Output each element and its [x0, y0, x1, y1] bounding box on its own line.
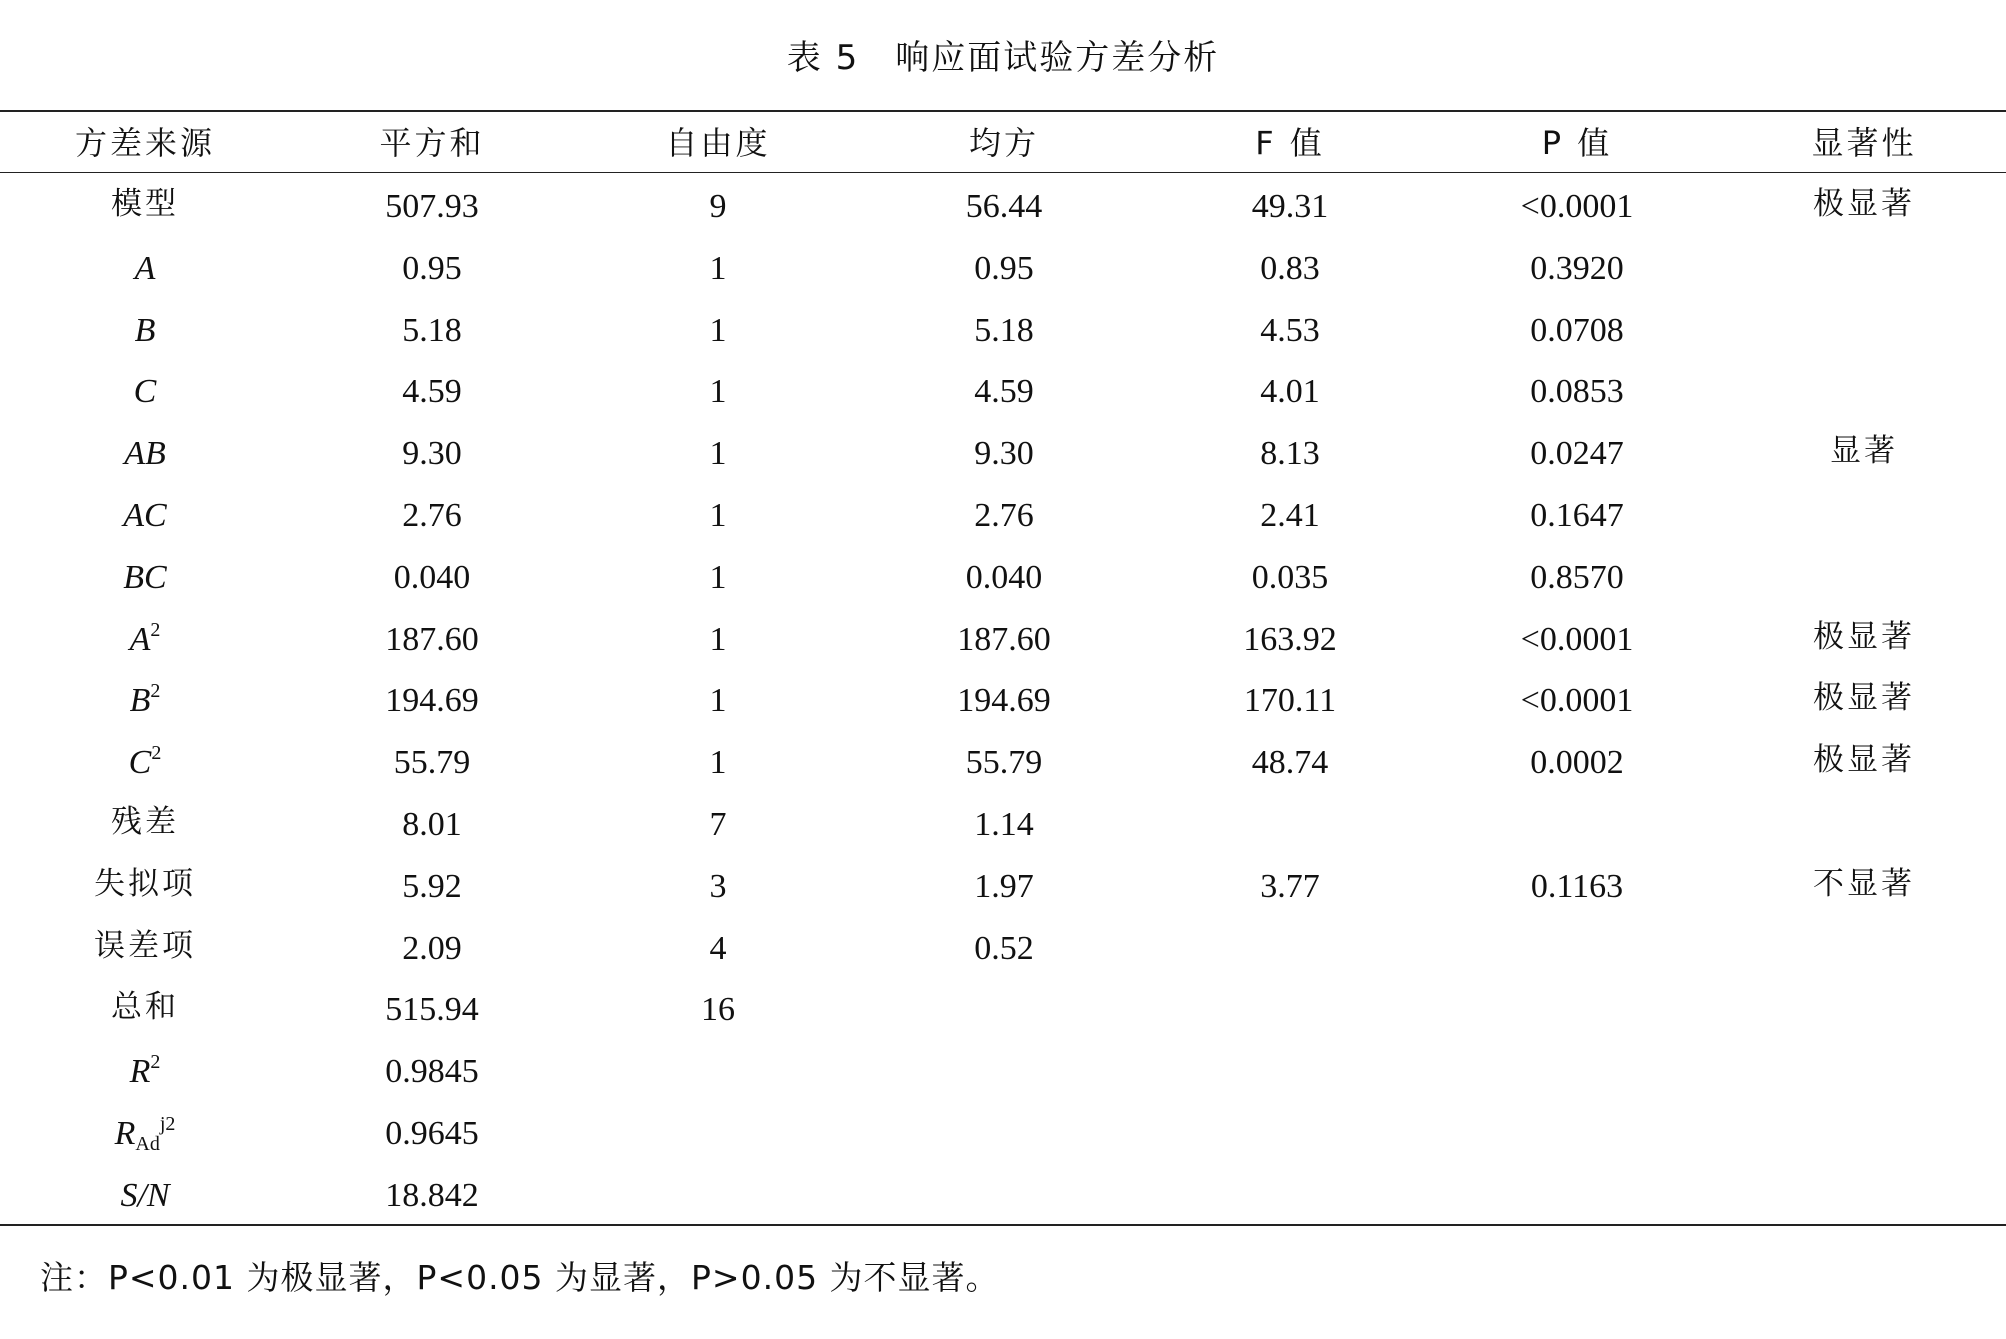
table-row [0, 609, 2006, 671]
cell-p: 0.0002 [1530, 744, 1624, 782]
cell-df: 9 [709, 188, 727, 225]
cell-f: 3.77 [1260, 867, 1320, 905]
source-superscript: 2 [150, 1051, 161, 1074]
cell-source [94, 856, 196, 912]
table-row [0, 485, 2006, 547]
cell-p: 0.0708 [1530, 311, 1624, 349]
cell-source [135, 300, 156, 362]
cell-f: 2.41 [1260, 497, 1320, 534]
source-subscript: Ad [135, 1133, 160, 1155]
cell-source [115, 1103, 176, 1165]
cell-sig: 显著 [1830, 433, 1898, 470]
cell-ss: 194.69 [385, 682, 479, 720]
source-label: R [114, 1115, 136, 1152]
cell-ms: 5.18 [974, 311, 1034, 349]
cell-ms: 55.79 [965, 744, 1043, 782]
source-superscript: 2 [151, 742, 162, 765]
cell-ss: 0.040 [393, 558, 471, 596]
cell-source [123, 485, 166, 547]
source-superscript: 2 [150, 618, 161, 641]
cell-source [111, 979, 179, 1035]
cell-source [134, 361, 157, 423]
cell-df: 4 [709, 929, 727, 967]
source-label: AC [123, 497, 167, 534]
table-title: 表 5 响应面试验方差分析 [786, 38, 1220, 78]
cell-sig: 极显著 [1813, 618, 1915, 655]
cell-p: <0.0001 [1520, 682, 1634, 720]
cell-source [124, 423, 166, 485]
source-label: B [129, 682, 151, 720]
cell-f: 4.01 [1260, 373, 1320, 411]
header-ss: 平方和 [379, 124, 485, 162]
cell-df: 1 [709, 311, 727, 349]
cell-ss: 55.79 [393, 744, 471, 782]
source-label: 失拟项 [94, 865, 196, 902]
source-label: S/N [120, 1176, 170, 1214]
cell-df: 1 [709, 744, 727, 782]
table-row [0, 423, 2006, 485]
cell-p: 0.1163 [1530, 867, 1624, 905]
cell-ss: 2.09 [402, 929, 462, 967]
cell-ms: 0.52 [974, 929, 1034, 967]
cell-f: 49.31 [1251, 188, 1329, 225]
table-row [0, 547, 2006, 609]
cell-ms: 1.14 [974, 806, 1034, 843]
cell-sig: 极显著 [1813, 186, 1915, 222]
cell-p: 0.1647 [1530, 497, 1624, 534]
cell-ms: 56.44 [965, 188, 1043, 225]
table-row [0, 1165, 2006, 1227]
cell-df: 7 [709, 806, 727, 843]
source-label: 误差项 [94, 927, 196, 964]
source-label: AB [124, 435, 166, 473]
cell-ss: 5.92 [402, 867, 462, 905]
cell-p: 0.3920 [1530, 249, 1624, 287]
cell-source [120, 1165, 169, 1227]
source-label: 模型 [111, 186, 179, 222]
cell-ms: 1.97 [974, 867, 1034, 905]
cell-source [130, 670, 161, 732]
table-row [0, 238, 2006, 300]
cell-sig: 不显著 [1813, 865, 1915, 902]
cell-source [135, 238, 156, 300]
table-row [0, 1041, 2006, 1103]
source-label: B [134, 311, 156, 349]
cell-ms: 194.69 [957, 682, 1051, 720]
cell-p: 0.8570 [1530, 558, 1624, 596]
table-row [0, 176, 2006, 238]
cell-ss: 2.76 [402, 497, 462, 534]
header-rule [0, 172, 2006, 173]
cell-df: 1 [709, 435, 727, 473]
cell-df: 1 [709, 558, 727, 596]
cell-sig: 极显著 [1813, 742, 1915, 779]
cell-p: 0.0853 [1530, 373, 1624, 411]
cell-p: 0.0247 [1530, 435, 1624, 473]
cell-df: 1 [709, 497, 727, 534]
header-source: 方差来源 [74, 124, 216, 162]
table-note: 注：P<0.01 为极显著，P<0.05 为显著，P>0.05 为不显著。 [40, 1258, 1000, 1297]
cell-source [130, 1041, 161, 1103]
cell-source [129, 732, 162, 794]
top-rule [0, 110, 2006, 112]
cell-ms: 0.040 [965, 558, 1043, 596]
cell-df: 1 [709, 620, 727, 658]
cell-ss: 18.842 [385, 1176, 479, 1214]
cell-f: 163.92 [1243, 620, 1337, 658]
cell-ss: 515.94 [385, 991, 479, 1029]
cell-source [123, 547, 166, 609]
cell-source [111, 794, 179, 850]
cell-ss: 9.30 [402, 435, 462, 473]
source-label: 总和 [111, 989, 179, 1026]
table-row [0, 361, 2006, 423]
source-label: A [134, 249, 156, 287]
table-row [0, 794, 2006, 856]
source-label: C [128, 744, 152, 782]
cell-f: 4.53 [1260, 311, 1320, 349]
header-ms: 均方 [968, 124, 1040, 162]
cell-p: <0.0001 [1520, 188, 1634, 225]
cell-f: 48.74 [1251, 744, 1329, 782]
cell-ms: 9.30 [974, 435, 1034, 473]
cell-df: 3 [709, 867, 727, 905]
table-row [0, 300, 2006, 362]
table-row [0, 1103, 2006, 1165]
cell-ss: 0.95 [402, 249, 462, 287]
header-p: P 值 [1541, 124, 1613, 162]
bottom-rule [0, 1224, 2006, 1226]
cell-df: 1 [709, 373, 727, 411]
table-row [0, 979, 2006, 1041]
cell-sig: 极显著 [1813, 680, 1915, 717]
cell-f: 0.83 [1260, 249, 1320, 287]
header-df: 自由度 [665, 124, 771, 162]
cell-ss: 0.9645 [385, 1115, 479, 1152]
source-label: R [129, 1053, 151, 1091]
cell-source [130, 609, 161, 671]
table-row [0, 918, 2006, 980]
cell-ms: 2.76 [974, 497, 1034, 534]
cell-ss: 507.93 [385, 188, 479, 225]
table-header [0, 116, 2006, 170]
source-superscript: 2 [150, 680, 161, 703]
source-label: BC [123, 558, 167, 596]
cell-df: 1 [709, 249, 727, 287]
source-label: 残差 [111, 804, 179, 840]
source-superscript: j2 [159, 1113, 176, 1135]
table-row [0, 670, 2006, 732]
cell-ss: 8.01 [402, 806, 462, 843]
cell-source [94, 918, 196, 974]
cell-ss: 5.18 [402, 311, 462, 349]
cell-df: 16 [701, 991, 735, 1029]
cell-source [111, 176, 179, 232]
header-f: F 值 [1255, 124, 1325, 162]
cell-ms: 4.59 [974, 373, 1034, 411]
header-sig: 显著性 [1811, 124, 1917, 162]
cell-ms: 0.95 [974, 249, 1034, 287]
cell-f: 8.13 [1260, 435, 1320, 473]
source-label: A [129, 620, 151, 658]
cell-ss: 0.9845 [385, 1053, 479, 1091]
cell-df: 1 [709, 682, 727, 720]
cell-ms: 187.60 [957, 620, 1051, 658]
table-row [0, 856, 2006, 918]
cell-f: 170.11 [1243, 682, 1337, 720]
cell-ss: 187.60 [385, 620, 479, 658]
cell-p: <0.0001 [1520, 620, 1634, 658]
table-row [0, 732, 2006, 794]
source-label: C [133, 373, 157, 411]
cell-ss: 4.59 [402, 373, 462, 411]
cell-f: 0.035 [1251, 558, 1329, 596]
